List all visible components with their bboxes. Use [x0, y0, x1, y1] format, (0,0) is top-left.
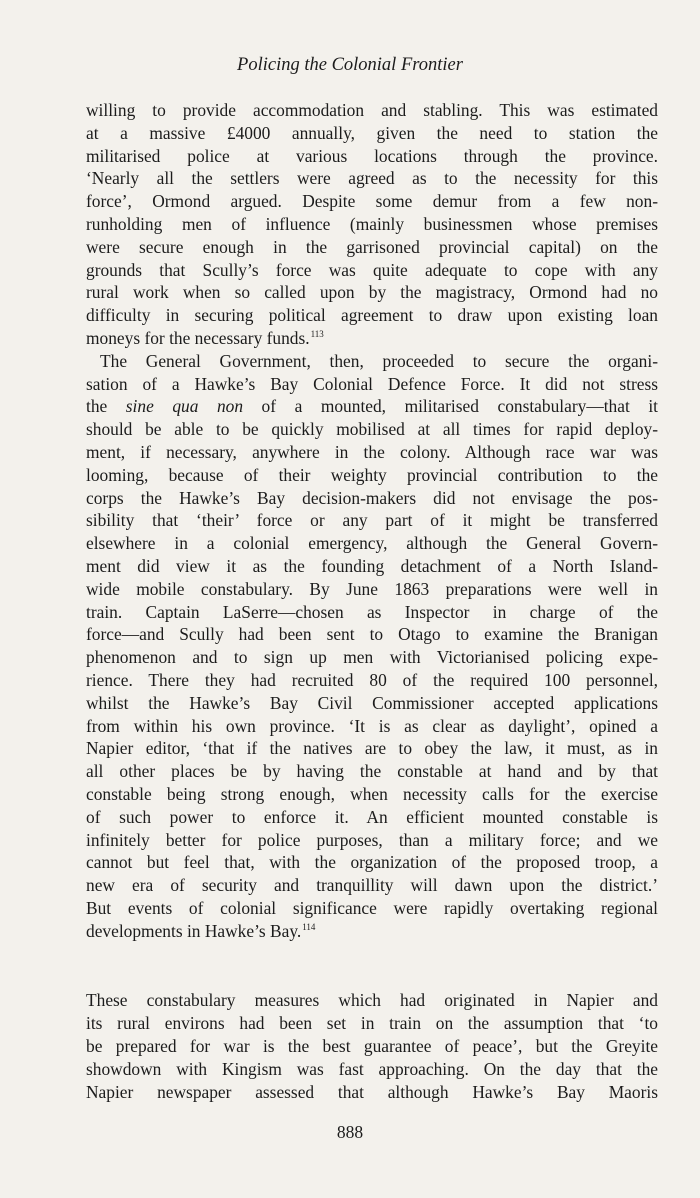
- footnote-marker: 113: [310, 328, 324, 339]
- text-line: looming, because of their weighty provincial contribution to the: [86, 464, 658, 485]
- text-line: wide mobile constabulary. By June 1863 preparations were well in: [86, 578, 658, 599]
- running-head: Policing the Colonial Frontier: [237, 55, 463, 75]
- italic-phrase: sine qua non: [125, 396, 244, 417]
- text-line: rural work when so called upon by the magistracy, Ormond had no: [86, 282, 658, 303]
- paragraph-1: [86, 99, 658, 350]
- text-line: train. Captain LaSerre—chosen as Inspector in charge of the: [86, 601, 658, 622]
- text-line: difficulty in securing political agreement to draw upon existing loan: [86, 305, 658, 326]
- paragraph-3: [86, 989, 658, 1103]
- text-line: ment did view it as the founding detachment of a North Island-: [86, 555, 658, 576]
- text-line: corps the Hawke’s Bay decision-makers did not envisage the pos-: [86, 487, 658, 508]
- text-line: infinitely better for police purposes, than a military force; and we: [86, 829, 658, 850]
- footnote-marker: 114: [302, 921, 316, 932]
- text-line: at a massive £4000 annually, given the need to station the: [86, 122, 658, 143]
- text-line: constable being strong enough, when necessity calls for the exercise: [86, 783, 658, 804]
- text-line: Napier editor, ‘that if the natives are to obey the law, it must, as in: [86, 738, 658, 759]
- text-line: grounds that Scully’s force was quite adequate to cope with any: [86, 259, 658, 280]
- text-line: sation of a Hawke’s Bay Colonial Defence Force. It did not stress: [86, 373, 658, 394]
- text-line: be prepared for war is the best guarantee of peace’, but the Greyite: [86, 1036, 658, 1057]
- text-line: ment, if necessary, anywhere in the colony. Although race war was: [86, 441, 658, 462]
- text-line: [86, 327, 658, 350]
- text-line: new era of security and tranquillity will dawn upon the district.’: [86, 875, 658, 896]
- text-line: [86, 920, 658, 943]
- page-body: [86, 99, 658, 1103]
- text-span: developments in Hawke’s Bay.: [86, 920, 302, 941]
- text-line: [86, 395, 658, 418]
- text-line: all other places be by having the constable at hand and by that: [86, 761, 658, 782]
- section-break: [86, 942, 658, 989]
- text-line: Napier newspaper assessed that although Hawke’s Bay Maoris: [86, 1081, 658, 1102]
- text-line: its rural environs had been set in train on the assumption that ‘to: [86, 1013, 658, 1034]
- text-span: moneys for the necessary funds.: [86, 327, 310, 348]
- text-line: militarised police at various locations through the province.: [86, 145, 658, 166]
- text-line: force—and Scully had been sent to Otago to examine the Branigan: [86, 624, 658, 645]
- text-line: of such power to enforce it. An efficient mounted constable is: [86, 806, 658, 827]
- paragraph-2: [86, 350, 658, 943]
- text-line: cannot but feel that, with the organization of the proposed troop, a: [86, 852, 658, 873]
- text-line: These constabulary measures which had originated in Napier and: [86, 990, 658, 1011]
- text-line: were secure enough in the garrisoned provincial capital) on the: [86, 236, 658, 257]
- text-line: ‘Nearly all the settlers were agreed as to the necessity for this: [86, 168, 658, 189]
- text-line: force’, Ormond argued. Despite some demur from a few non-: [86, 191, 658, 212]
- text-line: showdown with Kingism was fast approaching. On the day that the: [86, 1058, 658, 1079]
- text-line: elsewhere in a colonial emergency, although the General Govern-: [86, 533, 658, 554]
- text-line: from within his own province. ‘It is as clear as daylight’, opined a: [86, 715, 658, 736]
- text-line: The General Government, then, proceeded to secure the organi-: [100, 350, 658, 371]
- page-number: 888: [336, 1122, 364, 1142]
- text-line: should be able to be quickly mobilised at all times for rapid deploy-: [86, 419, 658, 440]
- text-line: sibility that ‘their’ force or any part of it might be transferred: [86, 510, 658, 531]
- text-line: But events of colonial significance were rapidly overtaking regional: [86, 897, 658, 918]
- text-span: the: [86, 396, 126, 417]
- text-line: willing to provide accommodation and stabling. This was estimated: [86, 100, 658, 120]
- text-line: whilst the Hawke’s Bay Civil Commissioner accepted applications: [86, 692, 658, 713]
- text-line: phenomenon and to sign up men with Victorianised policing expe-: [86, 647, 658, 668]
- text-line: runholding men of influence (mainly businessmen whose premises: [86, 213, 658, 234]
- text-span: of a mounted, militarised constabulary—that it: [243, 396, 658, 417]
- text-line: rience. There they had recruited 80 of the required 100 personnel,: [86, 669, 658, 690]
